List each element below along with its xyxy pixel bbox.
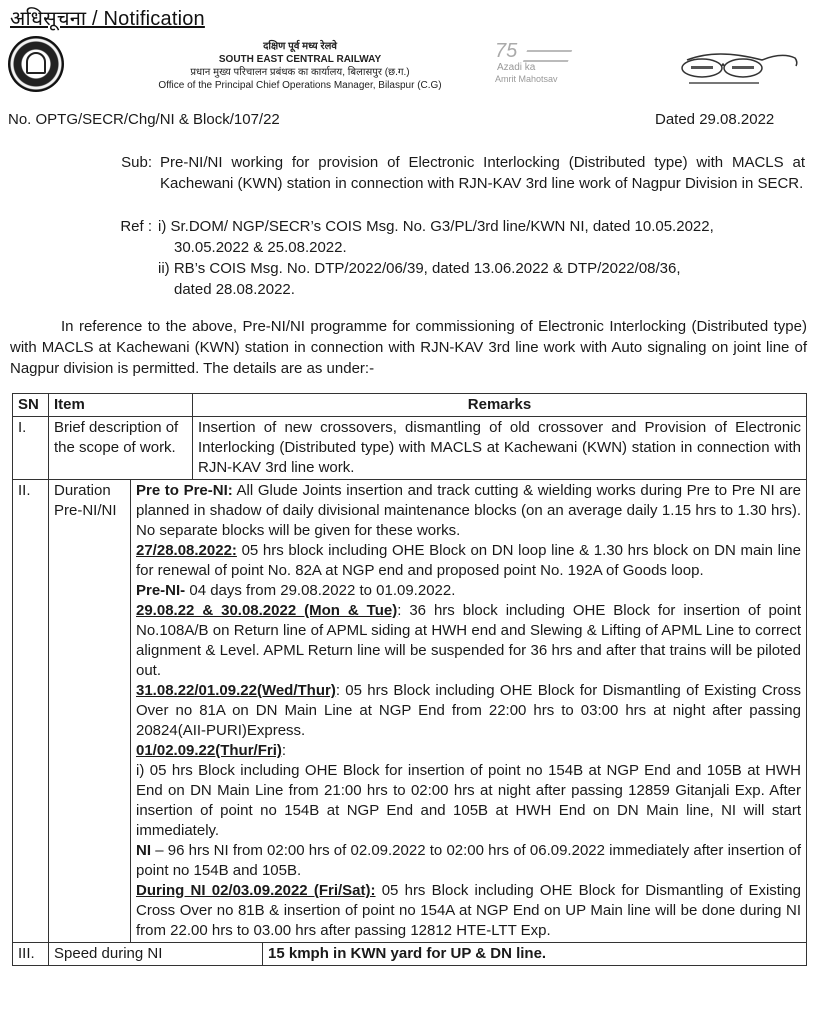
schedule-entry-text: 05 hrs block including OHE Block on DN loop line & 1.30 hrs block on DN main line for renewal of point No. 82A at NGP end and proposed point No. 192A of Goods loop. <box>136 542 801 579</box>
schedule-entry-text: : <box>281 742 287 759</box>
row-sn: II. <box>13 480 49 943</box>
schedule-entry-heading: 27/28.08.2022: <box>136 542 237 559</box>
reference-i: i) Sr.DOM/ NGP/SECR’s COIS Msg. No. G3/PL/3rd line/KWN NI, dated 10.05.2022, 30.05.2022 & 25.08.2022. <box>158 218 714 256</box>
row-sn: I. <box>13 417 49 480</box>
row-remarks <box>131 480 807 943</box>
row-item: Duration Pre-NI/NI <box>49 480 131 943</box>
schedule-entry <box>136 881 801 941</box>
schedule-entry-heading: 01/02.09.22(Thur/Fri) <box>136 742 282 759</box>
header-sn: SN <box>13 394 49 417</box>
schedule-entry-heading: During NI 02/03.09.2022 (Fri/Sat): <box>136 882 376 899</box>
office-name-hindi: प्रधान मुख्य परिचालन प्रबंधक का कार्यालय, बिलासपुर (छ.ग.) <box>190 67 410 78</box>
schedule-entry-text: : 05 hrs Block including OHE Block for Dismantling of Existing Cross Over no 81A on DN Main Line at NGP End from 22:00 hrs to 03:00 hrs at night after passing 20824(AII-PURI)Express. <box>136 682 801 739</box>
table-row <box>13 417 807 480</box>
schedule-entry-text: 05 hrs Block including OHE Block for Dismantling of Existing Cross Over no 81B & insertion of point no 154A at NGP End on UP Main line will be done during NI from 22.00 hrs to 03.00 hrs after passing 12812 HTE-LTT Exp. <box>136 882 801 939</box>
office-name-english: Office of the Principal Chief Operations Manager, Bilaspur (C.G) <box>158 80 442 91</box>
schedule-entry <box>136 601 801 681</box>
table-header-row <box>13 394 807 417</box>
schedule-entry <box>136 761 801 841</box>
schedule-entry-text: i) 05 hrs Block including OHE Block for insertion of point no 154B at NGP End and 105B at HWH End on DN Main Line from 21:00 hrs to 02:00 hrs at night after passing 12859 Gitanjali Exp. After insertion of point no 154B at NGP End and 105B at HWH End on DN Main line, NI will start immediately. <box>136 762 801 839</box>
schedule-entry-heading: 31.08.22/01.09.22(Wed/Thur) <box>136 682 336 699</box>
subject-label: Sub: <box>121 154 152 171</box>
table-row <box>13 943 807 966</box>
row-sn: III. <box>13 943 49 966</box>
reference-label: Ref : <box>120 218 152 235</box>
indian-railways-logo-icon <box>8 36 64 92</box>
row-item: Brief description of the scope of work. <box>49 417 193 480</box>
schedule-entry-heading: NI <box>136 842 151 859</box>
schedule-entry-text: All Glude Joints insertion and track cutting & wielding works during Pre to Pre NI are planned in shadow of daily divisional maintenance blocks (on an average daily 1.15 hrs to 1.30 hrs). No separate blocks will be given for these works. <box>136 482 801 539</box>
details-table <box>12 393 807 966</box>
schedule-entry-heading: Pre to Pre-NI: <box>136 482 233 499</box>
header-item: Item <box>49 394 193 417</box>
schedule-entry-text: – 96 hrs NI from 02:00 hrs of 02.09.2022 to 02:00 hrs of 06.09.2022 immediately after insertion of point no 154B and 105B. <box>136 842 801 879</box>
swachh-bharat-logo-icon <box>677 50 802 90</box>
schedule-entry-text: : 36 hrs block including OHE Block for insertion of point No.108A/B on Return line of APML siding at HWH end and Slewing & Lifting of APML Line to correct alignment & Level. APML Return line will be suspended for 36 hrs and after that trains will be piloted out. <box>136 602 801 679</box>
letter-date: Dated 29.08.2022 <box>655 111 775 128</box>
row-item: Speed during NI <box>49 943 263 966</box>
letter-number: No. OPTG/SECR/Chg/NI & Block/107/22 <box>8 111 280 128</box>
schedule-entry-text: 04 days from 29.08.2022 to 01.09.2022. <box>185 582 456 599</box>
notification-title: अधिसूचना / Notification <box>10 8 205 30</box>
schedule-entry <box>136 481 801 541</box>
table-row <box>13 480 807 943</box>
subject-text: Pre-NI/NI working for provision of Electronic Interlocking (Distributed type) with MACLS at Kachewani (KWN) station in connection with RJN-KAV 3rd line work of Nagpur Division in SECR. <box>160 154 805 192</box>
schedule-entry <box>136 681 801 741</box>
schedule-entry <box>136 841 801 881</box>
org-name-hindi: दक्षिण पूर्व मध्य रेलवे <box>263 41 337 52</box>
org-name-english: SOUTH EAST CENTRAL RAILWAY <box>218 54 382 65</box>
schedule-entry-heading: 29.08.22 & 30.08.2022 (Mon & Tue) <box>136 602 398 619</box>
organization-header <box>110 40 490 92</box>
intro-paragraph: In reference to the above, Pre-NI/NI programme for commissioning of Electronic Interlocking (Distributed type) with MACLS at Kachewani (KWN) station in connection with RJN-KAV 3rd line work with Auto signaling on joint line of Nagpur division is permitted. The details are as under:- <box>10 318 807 377</box>
azadi-ka-amrit-mahotsav-logo-icon: 75 Azadi ka Amrit Mahotsav <box>495 44 585 88</box>
schedule-entry <box>136 581 801 601</box>
schedule-entry-heading: Pre-NI- <box>136 582 186 599</box>
row-remarks: Insertion of new crossovers, dismantling of old crossover and Provision of Electronic Interlocking (Distributed type) with MACLS at Kachewani (KWN) station in connection with RJN-KAV 3rd line work. <box>193 417 807 480</box>
header-remarks: Remarks <box>193 394 807 417</box>
row-remarks: 15 kmph in KWN yard for UP & DN line. <box>263 943 807 966</box>
reference-ii: ii) RB’s COIS Msg. No. DTP/2022/06/39, dated 13.06.2022 & DTP/2022/08/36, dated 28.08.2022. <box>158 260 681 298</box>
schedule-entry <box>136 541 801 581</box>
schedule-entry <box>136 741 801 761</box>
